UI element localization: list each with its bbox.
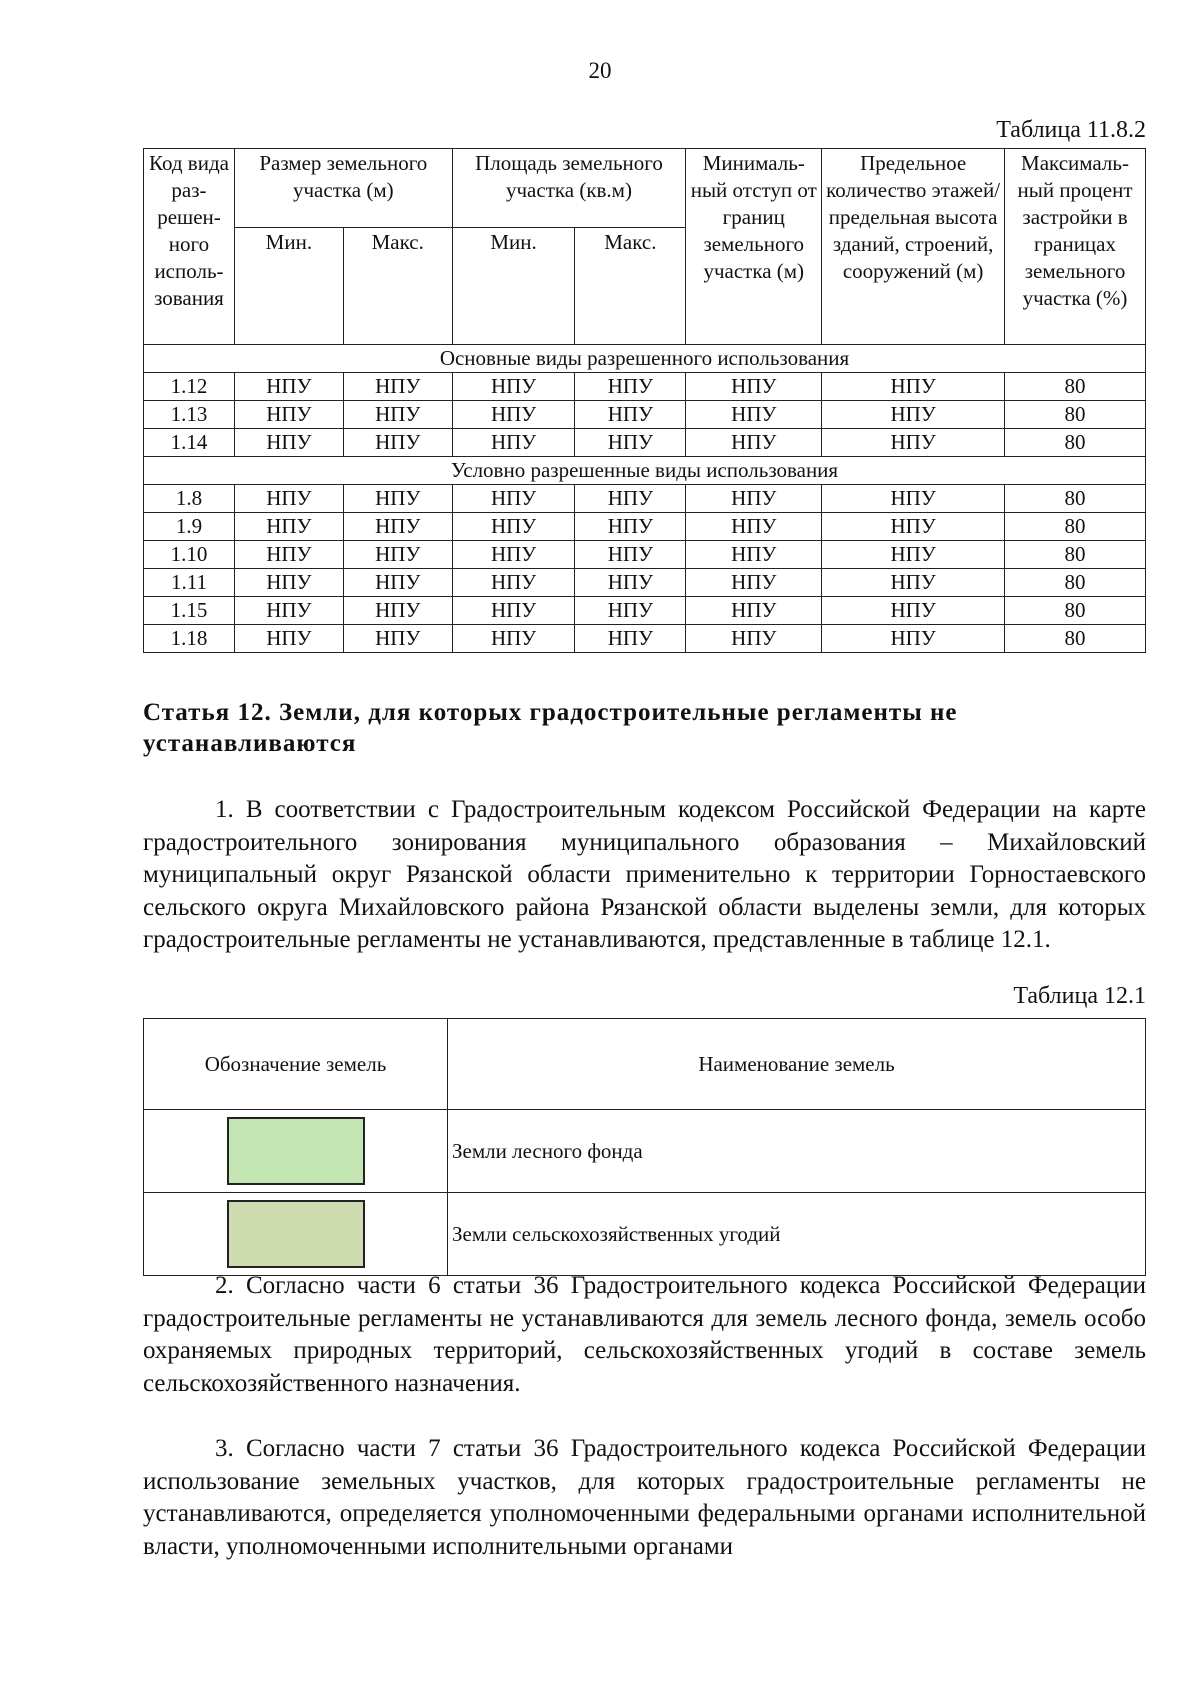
table-cell: 1.11 — [144, 569, 235, 597]
table-cell: НПУ — [234, 569, 343, 597]
section-title: Условно разрешенные виды использования — [144, 457, 1146, 485]
table-cell: 80 — [1005, 485, 1146, 513]
table-cell: НПУ — [452, 429, 575, 457]
table-cell: НПУ — [575, 541, 686, 569]
table-cell: НПУ — [575, 485, 686, 513]
land-row — [144, 1193, 1146, 1276]
table-cell: НПУ — [343, 625, 452, 653]
regulations-table — [143, 148, 1146, 653]
table-cell: НПУ — [452, 401, 575, 429]
land-symbol-cell — [144, 1193, 448, 1276]
table-cell: НПУ — [343, 597, 452, 625]
table-cell: НПУ — [234, 429, 343, 457]
table-cell: НПУ — [234, 625, 343, 653]
table-cell: 1.14 — [144, 429, 235, 457]
land-color-swatch — [227, 1117, 365, 1185]
table-cell: НПУ — [822, 485, 1005, 513]
table-cell: НПУ — [822, 569, 1005, 597]
table-cell: НПУ — [575, 401, 686, 429]
table-cell: НПУ — [575, 513, 686, 541]
table-cell: НПУ — [686, 401, 822, 429]
table-cell: 80 — [1005, 569, 1146, 597]
table-row — [144, 569, 1146, 597]
table-cell: НПУ — [822, 513, 1005, 541]
table-cell: 1.8 — [144, 485, 235, 513]
table-cell: 80 — [1005, 597, 1146, 625]
table-cell: НПУ — [575, 597, 686, 625]
land-row — [144, 1110, 1146, 1193]
header-plot-area: Площадь земельного участка (кв.м) — [452, 149, 686, 228]
table-cell: НПУ — [686, 373, 822, 401]
table-cell: НПУ — [343, 569, 452, 597]
table-row — [144, 373, 1146, 401]
table-cell: НПУ — [822, 429, 1005, 457]
header-size-min: Мин. — [234, 228, 343, 345]
table-row — [144, 513, 1146, 541]
header-area-min: Мин. — [452, 228, 575, 345]
header-area-max: Макс. — [575, 228, 686, 345]
table-cell: НПУ — [686, 597, 822, 625]
table-cell: НПУ — [575, 373, 686, 401]
table-cell: 1.9 — [144, 513, 235, 541]
table-cell: НПУ — [452, 569, 575, 597]
table-cell: НПУ — [452, 597, 575, 625]
table-cell: НПУ — [822, 373, 1005, 401]
table-cell: 1.15 — [144, 597, 235, 625]
table-cell: 1.18 — [144, 625, 235, 653]
table-cell: 80 — [1005, 541, 1146, 569]
table-cell: 80 — [1005, 429, 1146, 457]
section-title: Основные виды разрешенного использования — [144, 345, 1146, 373]
table-cell: НПУ — [686, 625, 822, 653]
land-color-swatch — [227, 1200, 365, 1268]
section-row — [144, 345, 1146, 373]
page-number: 20 — [588, 58, 612, 83]
lands-table-body — [144, 1110, 1146, 1276]
header-max-coverage: Максималь-ный процент застройки в границах земельного участка (%) — [1005, 149, 1146, 345]
table-cell: НПУ — [343, 373, 452, 401]
table-cell: НПУ — [234, 485, 343, 513]
table-cell: НПУ — [686, 541, 822, 569]
table-cell: 1.12 — [144, 373, 235, 401]
table-cell: 80 — [1005, 373, 1146, 401]
lands-table — [143, 1018, 1146, 1276]
table-cell: НПУ — [343, 401, 452, 429]
header-land-name: Наименование земель — [448, 1019, 1146, 1110]
table-cell: НПУ — [686, 429, 822, 457]
table-cell: НПУ — [234, 513, 343, 541]
table-cell: НПУ — [234, 373, 343, 401]
table-cell: НПУ — [686, 485, 822, 513]
article-heading: Статья 12. Земли, для которых градостроительные регламенты не устанавливаются — [143, 699, 958, 757]
header-size-max: Макс. — [343, 228, 452, 345]
table-cell: 80 — [1005, 513, 1146, 541]
table-cell: НПУ — [234, 541, 343, 569]
table-caption: Таблица 11.8.2 — [996, 117, 1146, 143]
section-row — [144, 457, 1146, 485]
table-cell: НПУ — [452, 373, 575, 401]
land-symbol-cell — [144, 1110, 448, 1193]
table-cell: НПУ — [575, 429, 686, 457]
table-cell: 80 — [1005, 625, 1146, 653]
table-cell: НПУ — [452, 625, 575, 653]
table-cell: НПУ — [822, 401, 1005, 429]
land-name: Земли сельскохозяйственных угодий — [448, 1193, 1146, 1276]
header-code: Код вида раз-решен-ного исполь-зования — [144, 149, 235, 345]
land-name: Земли лесного фонда — [448, 1110, 1146, 1193]
table-cell: 80 — [1005, 401, 1146, 429]
table-cell: НПУ — [343, 513, 452, 541]
table-cell: НПУ — [234, 401, 343, 429]
table-cell: НПУ — [452, 541, 575, 569]
table-cell: НПУ — [452, 485, 575, 513]
table-cell: НПУ — [575, 625, 686, 653]
table-cell: НПУ — [686, 569, 822, 597]
table-cell: НПУ — [343, 429, 452, 457]
table-row — [144, 401, 1146, 429]
table-cell: НПУ — [234, 597, 343, 625]
header-min-setback: Минималь-ный отступ от границ земельного участка (м) — [686, 149, 822, 345]
table-row — [144, 429, 1146, 457]
table-cell: НПУ — [822, 625, 1005, 653]
paragraph-1: 1. В соответствии с Градостроительным кодексом Российской Федерации на карте градостроительного зонирования муниципального образования – Михайловский муниципальный округ Рязанской области применительно к территории Горностаевского сельского округа Михайловского района Рязанской области выделены земли, для которых градостроительные регламенты не устанавливаются, представленные в таблице 12.1. — [143, 796, 1146, 953]
table-row — [144, 541, 1146, 569]
header-max-floors: Предельное количество этажей/ предельная высота зданий, строений, сооружений (м) — [822, 149, 1005, 345]
header-plot-size: Размер земельного участка (м) — [234, 149, 452, 228]
table-caption-2: Таблица 12.1 — [1013, 983, 1146, 1009]
table-cell: НПУ — [343, 541, 452, 569]
table-cell: 1.10 — [144, 541, 235, 569]
table-row — [144, 485, 1146, 513]
regulations-table-body — [144, 345, 1146, 653]
table-cell: НПУ — [822, 541, 1005, 569]
table-row — [144, 625, 1146, 653]
header-symbol: Обозначение земель — [144, 1019, 448, 1110]
table-cell: НПУ — [452, 513, 575, 541]
table-cell: НПУ — [343, 485, 452, 513]
table-cell: НПУ — [822, 597, 1005, 625]
table-row — [144, 597, 1146, 625]
paragraph-2: 2. Согласно части 6 статьи 36 Градостроительного кодекса Российской Федерации градостроительные регламенты не устанавливаются для земель лесного фонда, земель особо охраняемых природных территорий, сельскохозяйственных угодий в составе земель сельскохозяйственного назначения. — [143, 1272, 1146, 1397]
paragraph-3: 3. Согласно части 7 статьи 36 Градостроительного кодекса Российской Федерации использование земельных участков, для которых градостроительные регламенты не устанавливаются, определяется уполномоченными федеральными органами исполнительной власти, уполномоченными исполнительными органами — [143, 1435, 1146, 1560]
table-cell: НПУ — [575, 569, 686, 597]
table-cell: НПУ — [686, 513, 822, 541]
table-cell: 1.13 — [144, 401, 235, 429]
